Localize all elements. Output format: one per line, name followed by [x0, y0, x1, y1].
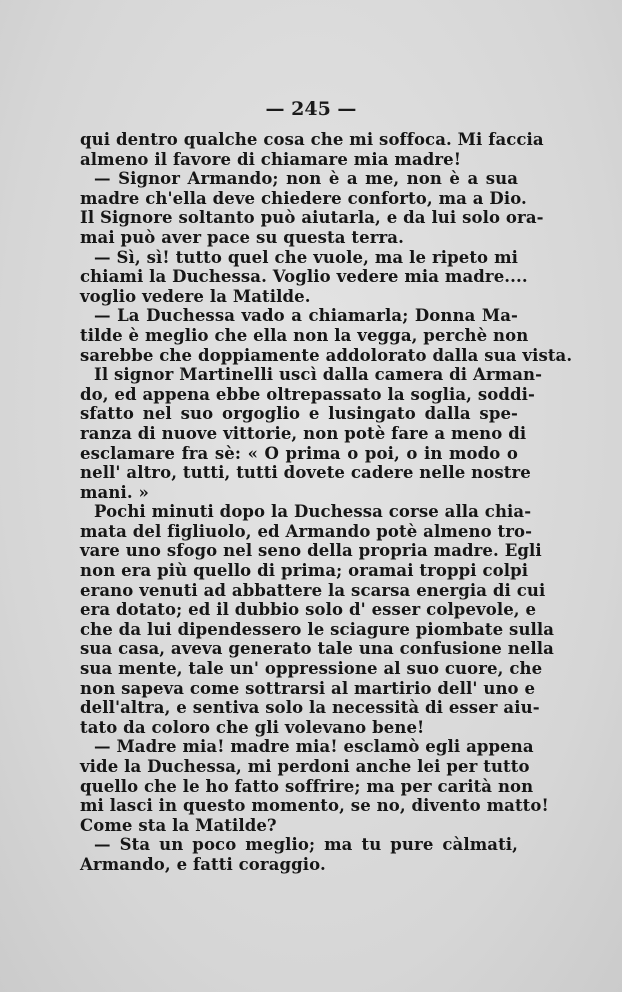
text-line: mai può aver pace su questa terra.	[80, 227, 404, 247]
text-line: esclamare fra sè: « O prima o poi, o in modo o	[80, 443, 518, 463]
text-line: tilde è meglio che ella non la vegga, perchè non	[80, 325, 529, 345]
text-line: vide la Duchessa, mi perdoni anche lei per tutto	[80, 757, 530, 776]
text-line: non sapeva come sottrarsi al martirio dell' uno e	[80, 678, 536, 698]
text-line: ranza di nuove vittorie, non potè fare a meno di	[80, 423, 527, 443]
body-text	[80, 130, 573, 875]
text-line: dell'altra, e sentiva solo la necessità di esser aiu-	[80, 698, 540, 718]
text-line: sua casa, aveva generato tale una confusione nella	[80, 639, 554, 659]
text-line: sarebbe che doppiamente addolorato dalla sua vista.	[80, 345, 573, 365]
text-line: era dotato; ed il dubbio solo d' esser colpevole, e	[80, 600, 537, 620]
text-line: Il signor Martinelli uscì dalla camera di Arman-	[94, 365, 543, 385]
text-line: che da lui dipendessero le sciagure piombate sulla	[80, 619, 555, 639]
text-line: madre ch'ella deve chiedere conforto, ma a Dio.	[80, 188, 527, 208]
text-line: Pochi minuti dopo la Duchessa corse alla chia-	[94, 502, 532, 522]
text-line: Il Signore soltanto può aiutarla, e da lui solo ora-	[80, 208, 544, 228]
text-line: sua mente, tale un' oppressione al suo cuore, che	[80, 659, 543, 679]
text-line: non era più quello di prima; oramai troppi colpi	[80, 561, 529, 581]
text-line: mani. »	[80, 482, 149, 502]
text-line: quello che le ho fatto soffrire; ma per carità non	[80, 776, 534, 796]
text-line: Come sta la Matilde?	[80, 815, 277, 835]
text-line: voglio vedere la Matilde.	[80, 286, 311, 306]
text-line: do, ed appena ebbe oltrepassato la soglia, soddi-	[80, 384, 535, 404]
text-line: — Madre mia! madre mia! esclamò egli appena	[94, 737, 534, 757]
text-line: Armando, e fatti coraggio.	[80, 854, 326, 874]
text-line: — Signor Armando; non è a me, non è a sua	[94, 169, 518, 189]
text-line: nell' altro, tutti, tutti dovete cadere nelle nostre	[80, 463, 531, 483]
text-line: mi lasci in questo momento, se no, divento matto!	[80, 796, 549, 816]
page-number: — 245 —	[265, 98, 357, 120]
text-line: — Sta un poco meglio; ma tu pure càlmati,	[94, 835, 518, 855]
text-line: erano venuti ad abbattere la scarsa energia di cui	[80, 580, 546, 600]
text-line: qui dentro qualche cosa che mi soffoca. Mi faccia	[80, 130, 544, 149]
text-line: almeno il favore di chiamare mia madre!	[80, 149, 462, 169]
text-line: — La Duchessa vado a chiamarla; Donna Ma-	[94, 306, 518, 326]
text-line: — Sì, sì! tutto quel che vuole, ma le ripeto mi	[94, 247, 518, 267]
text-line: mata del figliuolo, ed Armando potè almeno tro-	[80, 521, 533, 541]
text-line: sfatto nel suo orgoglio e lusingato dalla spe-	[80, 404, 518, 424]
text-line: vare uno sfogo nel seno della propria madre. Egli	[80, 541, 542, 561]
text-line: chiami la Duchessa. Voglio vedere mia madre....	[80, 267, 528, 287]
text-line: tato da coloro che gli volevano bene!	[80, 717, 425, 737]
